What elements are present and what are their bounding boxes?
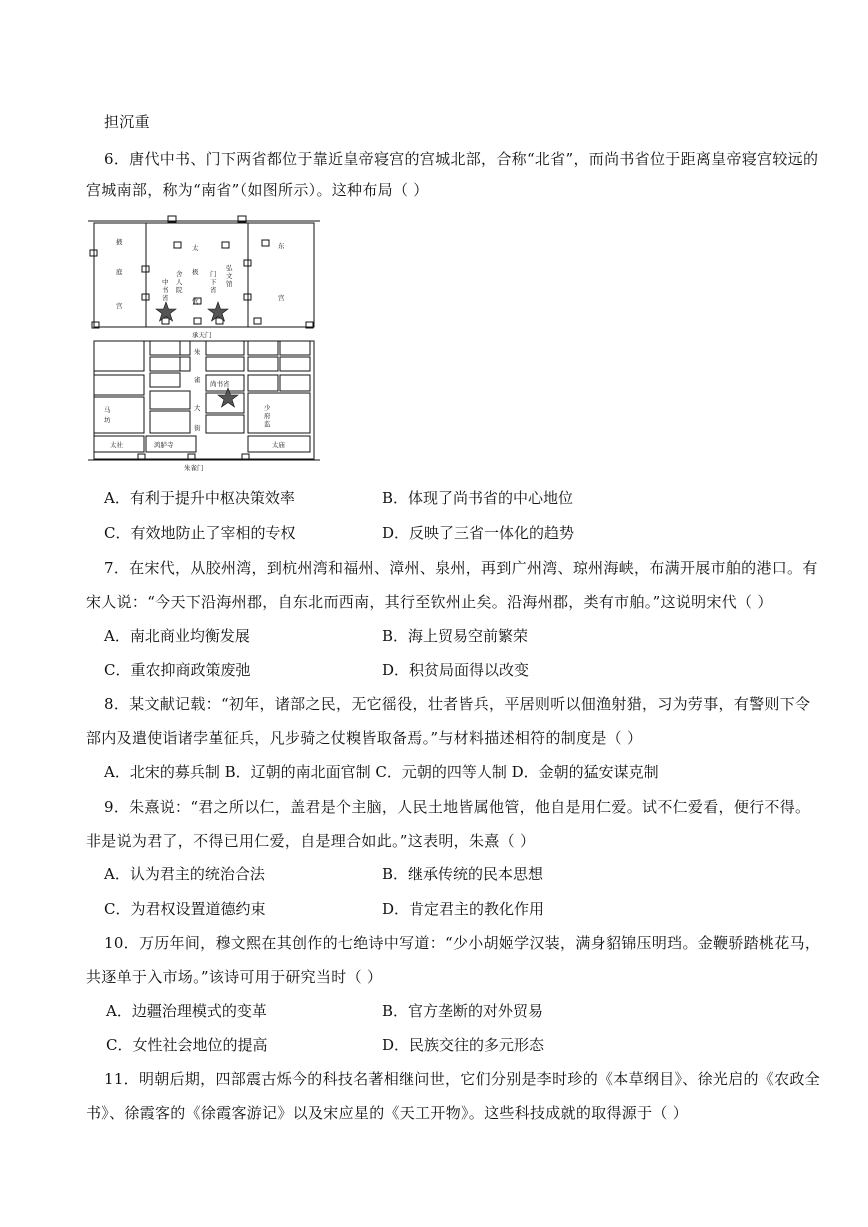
q10-option-b: B．官方垄断的对外贸易 (382, 1002, 544, 1020)
map-label-hongwen: 弘 (226, 264, 233, 272)
svg-text:省: 省 (210, 286, 217, 294)
question-9-line-2: 非是说为君了，不得已用仁爱，自是理合如此。”这表明，朱熹（ ） (86, 832, 536, 850)
svg-text:坊: 坊 (104, 416, 111, 424)
map-label-zhuque: 朱 (194, 348, 201, 356)
question-9-line-1: 9．朱熹说：“君之所以仁，盖君是个主脑，人民土地皆属他管，他自是用仁爱。试不仁爱看，便行不得。 (104, 798, 811, 816)
q8-options: A．北宋的募兵制 B．辽朝的南北面官制 C．元朝的四等人制 D．金朝的猛安谋克制 (104, 763, 659, 781)
q10-option-a: A．边疆治理模式的变革 (106, 1002, 267, 1020)
tang-palace-map (88, 214, 320, 472)
svg-text:极: 极 (192, 268, 199, 276)
svg-text:雀: 雀 (194, 376, 201, 384)
q7-option-a: A．南北商业均衡发展 (104, 627, 250, 645)
question-6-line-2: 宫城南部，称为“南省”（如图所示）。这种布局（ ） (86, 181, 429, 199)
svg-text:宫: 宫 (116, 302, 123, 310)
map-label-taishe: 太社 (110, 441, 123, 449)
svg-text:庭: 庭 (116, 268, 123, 276)
svg-text:馆: 馆 (226, 280, 233, 288)
q7-option-d: D．积贫局面得以改变 (382, 661, 530, 679)
map-label-chengtian: 承天门 (192, 331, 212, 339)
svg-text:大: 大 (194, 404, 201, 412)
svg-text:府: 府 (264, 412, 271, 420)
map-label-yeting: 掖 (116, 238, 123, 246)
q10-option-c: C．女性社会地位的提高 (106, 1036, 268, 1054)
map-label-shaofu: 少 (264, 404, 271, 412)
map-label-dong: 东 (278, 242, 285, 250)
map-label-zhuquemen: 朱雀门 (184, 464, 204, 472)
q9-option-c: C．为君权设置道德约束 (104, 900, 266, 918)
map-label-zhongshu: 中 (162, 278, 169, 286)
svg-text:宫: 宫 (278, 294, 285, 302)
svg-text:书: 书 (162, 286, 169, 294)
svg-text:省: 省 (162, 294, 169, 302)
map-label-honglu: 鸿胪寺 (154, 441, 174, 449)
map-label-mafang: 马 (104, 406, 111, 414)
svg-text:人: 人 (176, 278, 183, 286)
q9-option-b: B．继承传统的民本思想 (382, 865, 544, 883)
map-label-taiji: 太 (192, 244, 199, 252)
q10-option-d: D．民族交往的多元形态 (382, 1036, 545, 1054)
question-10-line-2: 共逐单于入市场。”该诗可用于研究当时（ ） (86, 968, 383, 986)
q9-option-d: D．肯定君主的教化作用 (382, 900, 545, 918)
question-11-line-2: 书》、徐霞客的《徐霞客游记》以及宋应星的《天工开物》。这些科技成就的取得源于（ ） (86, 1104, 689, 1122)
q9-option-a: A．认为君主的统治合法 (104, 865, 265, 883)
q6-option-a: A．有利于提升中枢决策效率 (104, 489, 295, 507)
q6-option-d: D．反映了三省一体化的趋势 (382, 524, 575, 542)
svg-text:下: 下 (210, 278, 217, 286)
svg-text:文: 文 (226, 272, 233, 280)
q7-option-b: B．海上贸易空前繁荣 (382, 627, 529, 645)
question-6-line-1: 6．唐代中书、门下两省都位于靠近皇帝寝宫的宫城北部，合称“北省”，而尚书省位于距离皇帝寝宫较远的 (104, 150, 819, 168)
svg-text:院: 院 (176, 286, 183, 294)
q6-option-c: C．有效地防止了宰相的专权 (104, 524, 296, 542)
map-label-sheren: 舍 (176, 270, 183, 278)
q7-option-c: C．重农抑商政策废弛 (104, 661, 251, 679)
svg-text:街: 街 (194, 424, 201, 432)
map-label-shangshu: 尚书省 (210, 380, 230, 388)
question-8-line-2: 部内及遣使诣诸孛堇征兵，凡步骑之仗糗皆取备焉。”与材料描述相符的制度是（ ） (86, 729, 643, 747)
question-7-line-1: 7．在宋代，从胶州湾，到杭州湾和福州、漳州、泉州，再到广州湾、琼州海峡，布满开展市舶的港口。有 (104, 559, 818, 577)
question-10-line-1: 10．万历年间，穆文熙在其创作的七绝诗中写道：“少小胡姬学汉装，满身貂锦压明珰。金鞭骄踏桃花马， (104, 934, 821, 952)
svg-text:宫: 宫 (192, 298, 199, 306)
map-label-menxia: 门 (210, 270, 217, 278)
question-8-line-1: 8．某文献记载：“初年，诸部之民，无它徭役，壮者皆兵，平居则听以佃渔射猎，习为劳事，有警则下令 (104, 695, 811, 713)
question-7-line-2: 宋人说：“今天下沿海州郡，自东北而西南，其行至钦州止矣。沿海州郡，类有市舶。”这说明宋代（ ） (86, 593, 773, 611)
q6-option-b: B．体现了尚书省的中心地位 (382, 489, 574, 507)
previous-question-fragment: 担沉重 (104, 113, 150, 131)
question-11-line-1: 11．明朝后期，四部震古烁今的科技名著相继问世，它们分别是李时珍的《本草纲目》、徐光启的《农政全 (104, 1070, 820, 1088)
svg-text:监: 监 (264, 420, 271, 428)
map-label-taimiao: 太庙 (272, 441, 285, 449)
